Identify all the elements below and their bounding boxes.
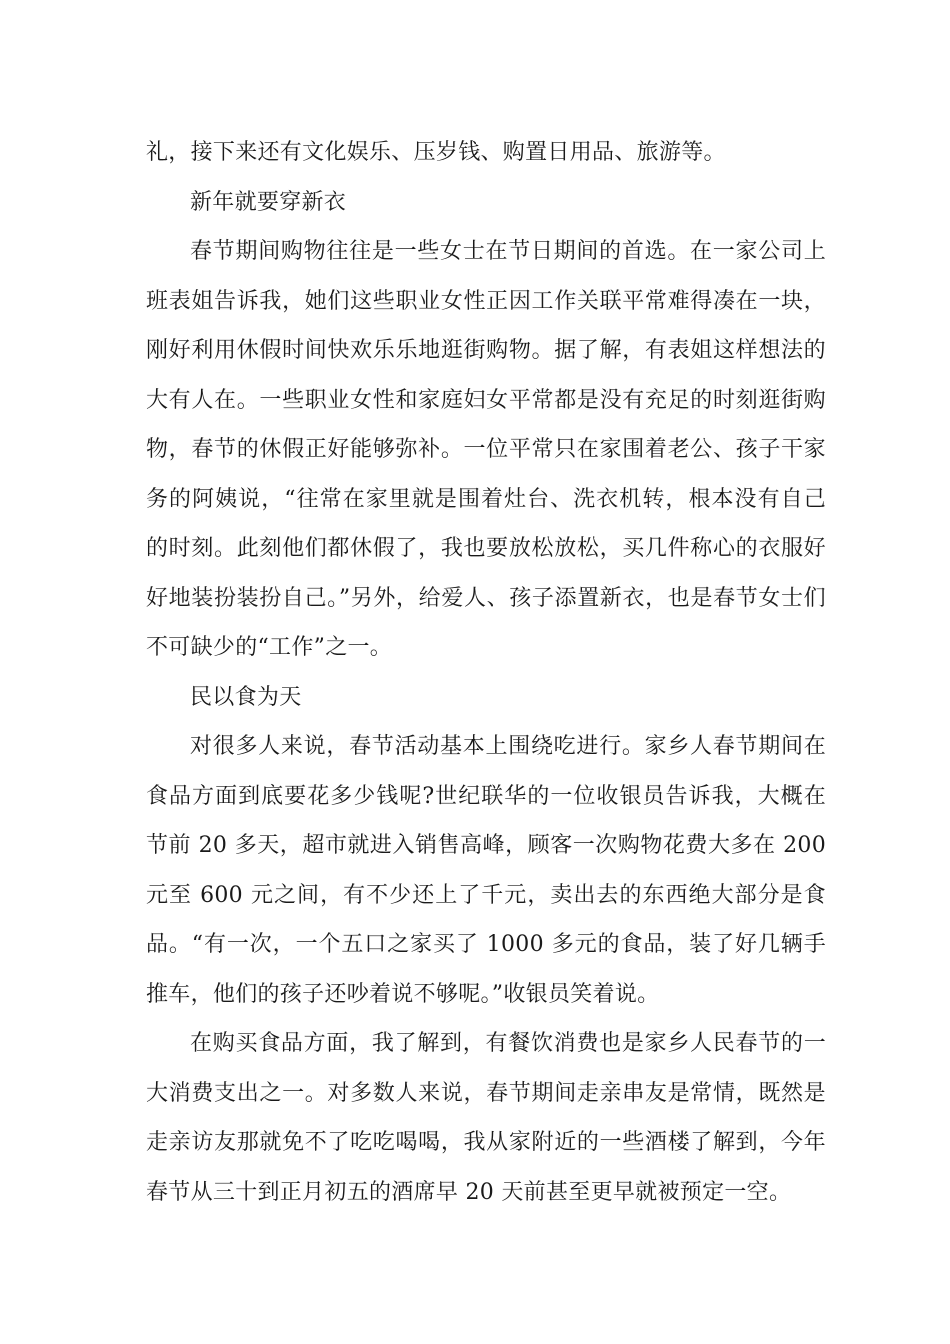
- paragraph-shopping: 春节期间购物往往是一些女士在节日期间的首选。在一家公司上班表姐告诉我，她们这些职业女性正因工作关联平常难得凑在一块，刚好利用休假时间快欢乐乐地逛街购物。据了解，有表姐这样想法的大有人在。一些职业女性和家庭妇女平常都是没有充足的时刻逛街购物，春节的休假正好能够弥补。一位平常只在家围着老公、孩子干家务的阿姨说，“往常在家里就是围着灶台、洗衣机转，根本没有自己的时刻。此刻他们都休假了，我也要放松放松，买几件称心的衣服好好地装扮装扮自己。”另外，给爱人、孩子添置新衣，也是春节女士们不可缺少的“工作”之一。: [146, 239, 826, 660]
- section-heading-new-clothes: 新年就要穿新衣: [190, 189, 347, 215]
- document-body: [146, 128, 826, 1217]
- paragraph-food-spending: 对很多人来说，春节活动基本上围绕吃进行。家乡人春节期间在食品方面到底要花多少钱呢?世纪联华的一位收银员告诉我，大概在节前 20 多天，超市就进入销售高峰，顾客一次购物花费大多在 200 元至 600 元之间，有不少还上了千元，卖出去的东西绝大部分是食品。“有一次，一个五口之家买了 1000 多元的食品，装了好几辆手推车，他们的孩子还吵着说不够呢。”收银员笑着说。: [146, 734, 826, 1007]
- paragraph-continuation: 礼，接下来还有文化娱乐、压岁钱、购置日用品、旅游等。: [146, 140, 726, 165]
- paragraph-dining: 在购买食品方面，我了解到，有餐饮消费也是家乡人民春节的一大消费支出之一。对多数人来说，春节期间走亲串友是常情，既然是走亲访友那就免不了吃吃喝喝，我从家附近的一些酒楼了解到，今年春节从三十到正月初五的酒席早 20 天前甚至更早就被预定一空。: [146, 1031, 826, 1205]
- section-heading-food: 民以食为天: [190, 684, 302, 710]
